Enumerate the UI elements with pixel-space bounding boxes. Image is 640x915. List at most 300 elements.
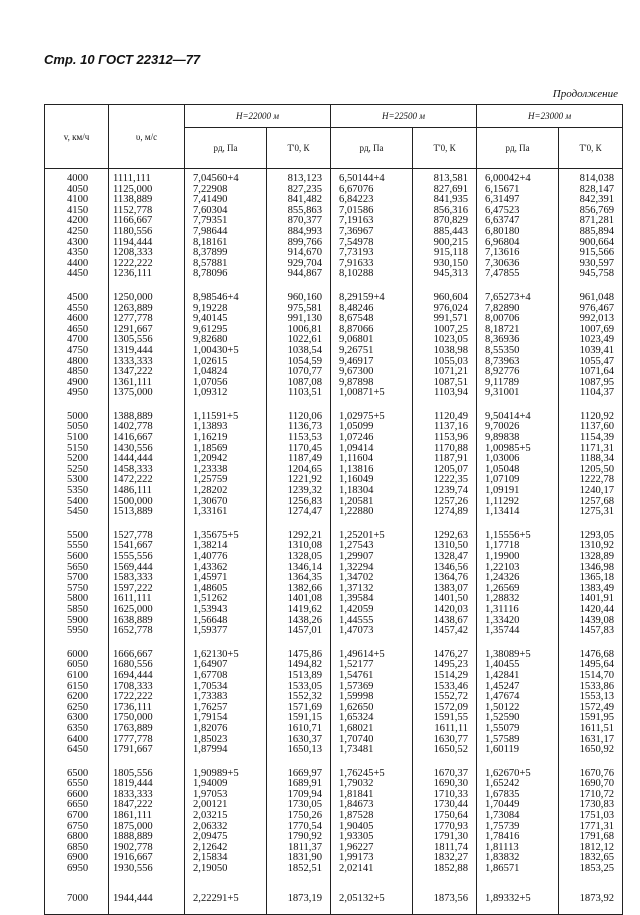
cell-t-22500: 856,316 (413, 206, 477, 217)
cell-t-23000: 1346,98 (559, 563, 623, 574)
spacer-cell (559, 280, 623, 293)
cell-p-22500: 8,48246 (331, 304, 413, 315)
cell-p-22000: 1,51262 (185, 594, 267, 605)
cell-p-22000: 1,04824 (185, 367, 267, 378)
cell-t-22000: 1610,71 (267, 724, 331, 735)
cell-v: 4100 (45, 195, 109, 206)
cell-p-22500: 6,67076 (331, 185, 413, 196)
cell-p-23000: 6,00042+4 (477, 174, 559, 185)
cell-p-22000: 1,43362 (185, 563, 267, 574)
cell-u: 1444,444 (109, 454, 185, 465)
cell-v: 5650 (45, 563, 109, 574)
cell-u: 1513,889 (109, 507, 185, 518)
spacer-cell (267, 875, 331, 888)
cell-t-22000: 1689,91 (267, 779, 331, 790)
spacer-cell (331, 518, 413, 531)
cell-v: 6550 (45, 779, 109, 790)
cell-p-22500: 7,91633 (331, 259, 413, 270)
cell-p-22000: 9,40145 (185, 314, 267, 325)
cell-p-22500: 1,93305 (331, 832, 413, 843)
cell-t-23000: 1873,92 (559, 888, 623, 915)
cell-u: 1736,111 (109, 703, 185, 714)
cell-t-22000: 1346,14 (267, 563, 331, 574)
table-row (45, 671, 623, 682)
spacer-cell (45, 756, 109, 769)
cell-p-23000: 8,92776 (477, 367, 559, 378)
spacer-cell (559, 875, 623, 888)
cell-v: 4650 (45, 325, 109, 336)
cell-p-22000: 1,94009 (185, 779, 267, 790)
cell-p-23000: 1,50122 (477, 703, 559, 714)
cell-p-22500: 1,70740 (331, 735, 413, 746)
spacer-cell (477, 637, 559, 650)
cell-u: 1138,889 (109, 195, 185, 206)
cell-t-23000: 1611,51 (559, 724, 623, 735)
cell-u: 1180,556 (109, 227, 185, 238)
cell-v: 6700 (45, 811, 109, 822)
cell-t-22500: 1438,67 (413, 616, 477, 627)
spacer-cell (185, 399, 267, 412)
cell-p-23000: 8,00706 (477, 314, 559, 325)
cell-t-23000: 1087,95 (559, 378, 623, 389)
cell-u: 1888,889 (109, 832, 185, 843)
cell-t-23000: 1495,64 (559, 660, 623, 671)
cell-p-22000: 1,82076 (185, 724, 267, 735)
cell-u: 1166,667 (109, 216, 185, 227)
cell-p-22500: 1,05099 (331, 422, 413, 433)
cell-t-22500: 1832,27 (413, 853, 477, 864)
cell-t-22000: 1328,05 (267, 552, 331, 563)
cell-u: 1666,667 (109, 650, 185, 661)
cell-p-23000: 7,65273+4 (477, 293, 559, 304)
cell-t-23000: 1476,68 (559, 650, 623, 661)
cell-t-22500: 813,581 (413, 174, 477, 185)
cell-p-22000: 1,40776 (185, 552, 267, 563)
spacer-cell (45, 637, 109, 650)
cell-u: 1430,556 (109, 444, 185, 455)
cell-t-22000: 1552,32 (267, 692, 331, 703)
cell-p-22500: 6,50144+4 (331, 174, 413, 185)
cell-v: 6950 (45, 864, 109, 875)
cell-t-23000: 1771,31 (559, 822, 623, 833)
cell-t-23000: 1401,91 (559, 594, 623, 605)
cell-v: 5450 (45, 507, 109, 518)
cell-t-23000: 1457,83 (559, 626, 623, 637)
cell-p-22000: 9,61295 (185, 325, 267, 336)
block-spacer (45, 637, 623, 650)
cell-t-23000: 1751,03 (559, 811, 623, 822)
cell-p-22500: 1,73481 (331, 745, 413, 756)
cell-t-23000: 1365,18 (559, 573, 623, 584)
cell-p-22500: 1,81841 (331, 790, 413, 801)
cell-t-22000: 1120,06 (267, 412, 331, 423)
cell-p-23000: 1,28832 (477, 594, 559, 605)
cell-v: 4400 (45, 259, 109, 270)
cell-u: 1597,222 (109, 584, 185, 595)
cell-p-22000: 1,73383 (185, 692, 267, 703)
cell-t-23000: 992,013 (559, 314, 623, 325)
spacer-cell (477, 280, 559, 293)
table-row (45, 269, 623, 280)
group-header-22500: H=22500 м (331, 105, 477, 128)
cell-t-22500: 1690,30 (413, 779, 477, 790)
cell-t-22500: 1222,35 (413, 475, 477, 486)
cell-t-22500: 1038,98 (413, 346, 477, 357)
cell-p-22000: 1,11591+5 (185, 412, 267, 423)
cell-t-23000: 1670,76 (559, 769, 623, 780)
cell-p-22000: 1,02615 (185, 357, 267, 368)
table-row (45, 888, 623, 915)
table-row (45, 293, 623, 304)
cell-p-22000: 8,78096 (185, 269, 267, 280)
cell-v: 4900 (45, 378, 109, 389)
block-spacer (45, 756, 623, 769)
spacer-cell (109, 756, 185, 769)
cell-u: 1611,111 (109, 594, 185, 605)
cell-t-22500: 1811,74 (413, 843, 477, 854)
col-header-p: pд, Па (477, 128, 559, 169)
cell-t-22500: 1533,46 (413, 682, 477, 693)
cell-t-22000: 1170,45 (267, 444, 331, 455)
cell-v: 5300 (45, 475, 109, 486)
cell-t-22500: 1328,47 (413, 552, 477, 563)
cell-t-22500: 1476,27 (413, 650, 477, 661)
cell-t-23000: 900,664 (559, 238, 623, 249)
cell-p-23000: 1,11292 (477, 497, 559, 508)
cell-t-22500: 1457,42 (413, 626, 477, 637)
cell-v: 4450 (45, 269, 109, 280)
spacer-cell (477, 518, 559, 531)
cell-u: 1583,333 (109, 573, 185, 584)
spacer-cell (109, 280, 185, 293)
cell-p-22000: 7,04560+4 (185, 174, 267, 185)
cell-v: 5000 (45, 412, 109, 423)
cell-t-23000: 915,566 (559, 248, 623, 259)
cell-p-22500: 1,25201+5 (331, 531, 413, 542)
cell-t-23000: 1137,60 (559, 422, 623, 433)
cell-t-22500: 870,829 (413, 216, 477, 227)
cell-t-23000: 856,769 (559, 206, 623, 217)
cell-p-22000: 8,98546+4 (185, 293, 267, 304)
cell-p-23000: 6,63747 (477, 216, 559, 227)
cell-p-23000: 1,15556+5 (477, 531, 559, 542)
cell-p-22500: 7,19163 (331, 216, 413, 227)
cell-v: 5200 (45, 454, 109, 465)
cell-p-22000: 1,35675+5 (185, 531, 267, 542)
cell-p-23000: 1,75739 (477, 822, 559, 833)
cell-t-23000: 1007,69 (559, 325, 623, 336)
cell-v: 4150 (45, 206, 109, 217)
cell-v: 6500 (45, 769, 109, 780)
cell-u: 1347,222 (109, 367, 185, 378)
cell-u: 1194,444 (109, 238, 185, 249)
cell-t-23000: 1832,65 (559, 853, 623, 864)
cell-v: 4850 (45, 367, 109, 378)
cell-t-22000: 1438,26 (267, 616, 331, 627)
cell-t-23000: 1420,44 (559, 605, 623, 616)
cell-t-22500: 841,935 (413, 195, 477, 206)
cell-u: 1458,333 (109, 465, 185, 476)
cell-t-22000: 1494,82 (267, 660, 331, 671)
cell-p-23000: 9,89838 (477, 433, 559, 444)
cell-p-23000: 1,42841 (477, 671, 559, 682)
col-header-p: pд, Па (331, 128, 413, 169)
cell-u: 1250,000 (109, 293, 185, 304)
cell-t-22500: 1007,25 (413, 325, 477, 336)
col-header-v: v, км/ч (45, 105, 109, 169)
cell-v: 4600 (45, 314, 109, 325)
cell-u: 1638,889 (109, 616, 185, 627)
cell-p-23000: 1,52590 (477, 713, 559, 724)
spacer-cell (559, 399, 623, 412)
cell-p-22500: 1,22880 (331, 507, 413, 518)
spacer-cell (185, 280, 267, 293)
cell-t-22000: 1054,59 (267, 357, 331, 368)
cell-v: 7000 (45, 888, 109, 915)
spacer-cell (185, 637, 267, 650)
cell-p-22000: 7,60304 (185, 206, 267, 217)
cell-p-23000: 1,03006 (477, 454, 559, 465)
cell-t-22500: 1514,29 (413, 671, 477, 682)
cell-t-22500: 827,691 (413, 185, 477, 196)
cell-t-22000: 1650,13 (267, 745, 331, 756)
cell-t-22000: 1087,08 (267, 378, 331, 389)
cell-p-23000: 1,86571 (477, 864, 559, 875)
cell-t-22000: 1750,26 (267, 811, 331, 822)
cell-t-22000: 1475,86 (267, 650, 331, 661)
cell-p-22000: 1,45971 (185, 573, 267, 584)
cell-u: 1236,111 (109, 269, 185, 280)
cell-v: 6400 (45, 735, 109, 746)
cell-u: 1916,667 (109, 853, 185, 864)
cell-t-22500: 1611,11 (413, 724, 477, 735)
cell-t-22000: 960,160 (267, 293, 331, 304)
cell-t-22500: 915,118 (413, 248, 477, 259)
page-header: Стр. 10 ГОСТ 22312—77 (44, 52, 201, 67)
cell-p-22500: 8,67548 (331, 314, 413, 325)
cell-t-22000: 1790,92 (267, 832, 331, 843)
spacer-cell (477, 399, 559, 412)
cell-v: 6200 (45, 692, 109, 703)
col-header-u: υ, м/с (109, 105, 185, 169)
cell-t-22000: 841,482 (267, 195, 331, 206)
cell-t-22500: 1023,05 (413, 335, 477, 346)
cell-t-23000: 1222,78 (559, 475, 623, 486)
cell-t-22500: 930,150 (413, 259, 477, 270)
cell-t-23000: 1071,64 (559, 367, 623, 378)
cell-p-22000: 1,79154 (185, 713, 267, 724)
cell-t-22500: 1750,64 (413, 811, 477, 822)
cell-v: 5850 (45, 605, 109, 616)
cell-p-23000: 1,67835 (477, 790, 559, 801)
cell-u: 1402,778 (109, 422, 185, 433)
cell-t-22000: 1457,01 (267, 626, 331, 637)
cell-p-22000: 1,64907 (185, 660, 267, 671)
cell-p-23000: 1,13414 (477, 507, 559, 518)
cell-v: 4200 (45, 216, 109, 227)
cell-p-23000: 7,13616 (477, 248, 559, 259)
cell-p-23000: 6,96804 (477, 238, 559, 249)
cell-p-22500: 1,16049 (331, 475, 413, 486)
cell-u: 1277,778 (109, 314, 185, 325)
cell-t-22000: 1153,53 (267, 433, 331, 444)
cell-v: 6350 (45, 724, 109, 735)
cell-t-23000: 1853,25 (559, 864, 623, 875)
cell-p-22000: 1,16219 (185, 433, 267, 444)
cell-u: 1388,889 (109, 412, 185, 423)
cell-u: 1833,333 (109, 790, 185, 801)
cell-p-22500: 9,87898 (331, 378, 413, 389)
spacer-cell (559, 518, 623, 531)
cell-p-22000: 9,82680 (185, 335, 267, 346)
cell-v: 4250 (45, 227, 109, 238)
cell-u: 1333,333 (109, 357, 185, 368)
cell-u: 1305,556 (109, 335, 185, 346)
cell-p-22000: 1,33161 (185, 507, 267, 518)
cell-v: 6750 (45, 822, 109, 833)
cell-u: 1750,000 (109, 713, 185, 724)
spacer-cell (267, 637, 331, 650)
block-spacer (45, 875, 623, 888)
table-row (45, 507, 623, 518)
cell-u: 1625,000 (109, 605, 185, 616)
cell-t-22500: 1055,03 (413, 357, 477, 368)
cell-t-22000: 1709,94 (267, 790, 331, 801)
spacer-cell (267, 518, 331, 531)
cell-t-22000: 1571,69 (267, 703, 331, 714)
cell-p-22000: 1,38214 (185, 541, 267, 552)
cell-t-22000: 1239,32 (267, 486, 331, 497)
cell-p-22000: 1,30670 (185, 497, 267, 508)
spacer-cell (185, 875, 267, 888)
cell-p-22000: 1,67708 (185, 671, 267, 682)
cell-t-22500: 1770,93 (413, 822, 477, 833)
cell-u: 1472,222 (109, 475, 185, 486)
cell-p-23000: 1,62670+5 (477, 769, 559, 780)
cell-t-22000: 1006,81 (267, 325, 331, 336)
spacer-cell (45, 280, 109, 293)
cell-t-22000: 1669,97 (267, 769, 331, 780)
spacer-cell (477, 875, 559, 888)
cell-p-23000: 1,83832 (477, 853, 559, 864)
cell-t-23000: 1039,41 (559, 346, 623, 357)
cell-t-23000: 1240,17 (559, 486, 623, 497)
cell-t-22000: 1382,66 (267, 584, 331, 595)
cell-p-22500: 1,11604 (331, 454, 413, 465)
cell-p-22500: 1,44555 (331, 616, 413, 627)
cell-v: 6450 (45, 745, 109, 756)
table-row (45, 745, 623, 756)
cell-v: 6300 (45, 713, 109, 724)
cell-u: 1944,444 (109, 888, 185, 915)
cell-p-23000: 1,57589 (477, 735, 559, 746)
cell-v: 5350 (45, 486, 109, 497)
cell-p-23000: 1,24326 (477, 573, 559, 584)
cell-t-22000: 1873,19 (267, 888, 331, 915)
cell-t-22500: 1205,07 (413, 465, 477, 476)
cell-t-22500: 1071,21 (413, 367, 477, 378)
cell-t-22500: 1383,07 (413, 584, 477, 595)
cell-p-23000: 1,31116 (477, 605, 559, 616)
cell-p-22500: 1,52177 (331, 660, 413, 671)
cell-t-22000: 1292,21 (267, 531, 331, 542)
cell-v: 6800 (45, 832, 109, 843)
cell-v: 4500 (45, 293, 109, 304)
cell-t-23000: 1310,92 (559, 541, 623, 552)
block-spacer (45, 518, 623, 531)
cell-p-22500: 1,42059 (331, 605, 413, 616)
cell-p-22000: 2,12642 (185, 843, 267, 854)
cell-t-22000: 1187,49 (267, 454, 331, 465)
cell-v: 4700 (45, 335, 109, 346)
cell-p-23000: 1,09191 (477, 486, 559, 497)
spacer-cell (559, 756, 623, 769)
cell-t-23000: 1188,34 (559, 454, 623, 465)
cell-p-22500: 8,87066 (331, 325, 413, 336)
cell-p-22000: 7,98644 (185, 227, 267, 238)
cell-u: 1486,111 (109, 486, 185, 497)
table-row (45, 552, 623, 563)
cell-p-23000: 6,80180 (477, 227, 559, 238)
cell-t-23000: 1791,68 (559, 832, 623, 843)
cell-p-23000: 7,82890 (477, 304, 559, 315)
cell-t-22000: 1038,54 (267, 346, 331, 357)
cell-p-22500: 1,00871+5 (331, 388, 413, 399)
cell-t-23000: 842,391 (559, 195, 623, 206)
cell-t-22500: 1710,33 (413, 790, 477, 801)
cell-p-23000: 1,47674 (477, 692, 559, 703)
cell-p-23000: 6,31497 (477, 195, 559, 206)
spacer-cell (413, 280, 477, 293)
cell-t-22000: 1401,08 (267, 594, 331, 605)
cell-p-22500: 7,01586 (331, 206, 413, 217)
spacer-cell (331, 756, 413, 769)
cell-u: 1361,111 (109, 378, 185, 389)
cell-t-23000: 1055,47 (559, 357, 623, 368)
cell-v: 4800 (45, 357, 109, 368)
cell-t-23000: 1572,49 (559, 703, 623, 714)
cell-t-23000: 871,281 (559, 216, 623, 227)
cell-u: 1111,111 (109, 174, 185, 185)
cell-p-23000: 9,31001 (477, 388, 559, 399)
cell-t-22500: 1257,26 (413, 497, 477, 508)
spacer-cell (559, 637, 623, 650)
table-row (45, 864, 623, 875)
spacer-cell (331, 280, 413, 293)
cell-p-22000: 2,19050 (185, 864, 267, 875)
cell-t-23000: 1650,92 (559, 745, 623, 756)
cell-p-23000: 1,73084 (477, 811, 559, 822)
cell-v: 5900 (45, 616, 109, 627)
cell-t-22000: 899,766 (267, 238, 331, 249)
cell-p-23000: 6,15671 (477, 185, 559, 196)
cell-p-22500: 1,09414 (331, 444, 413, 455)
cell-t-22000: 1630,37 (267, 735, 331, 746)
cell-v: 4050 (45, 185, 109, 196)
cell-p-22000: 1,59377 (185, 626, 267, 637)
cell-v: 4550 (45, 304, 109, 315)
cell-t-22500: 1650,52 (413, 745, 477, 756)
cell-t-22000: 1591,15 (267, 713, 331, 724)
cell-p-22000: 2,03215 (185, 811, 267, 822)
cell-t-22000: 827,235 (267, 185, 331, 196)
cell-p-22000: 2,09475 (185, 832, 267, 843)
cell-p-23000: 1,60119 (477, 745, 559, 756)
cell-p-22500: 1,54761 (331, 671, 413, 682)
cell-u: 1930,556 (109, 864, 185, 875)
cell-p-23000: 1,81113 (477, 843, 559, 854)
table-row (45, 626, 623, 637)
